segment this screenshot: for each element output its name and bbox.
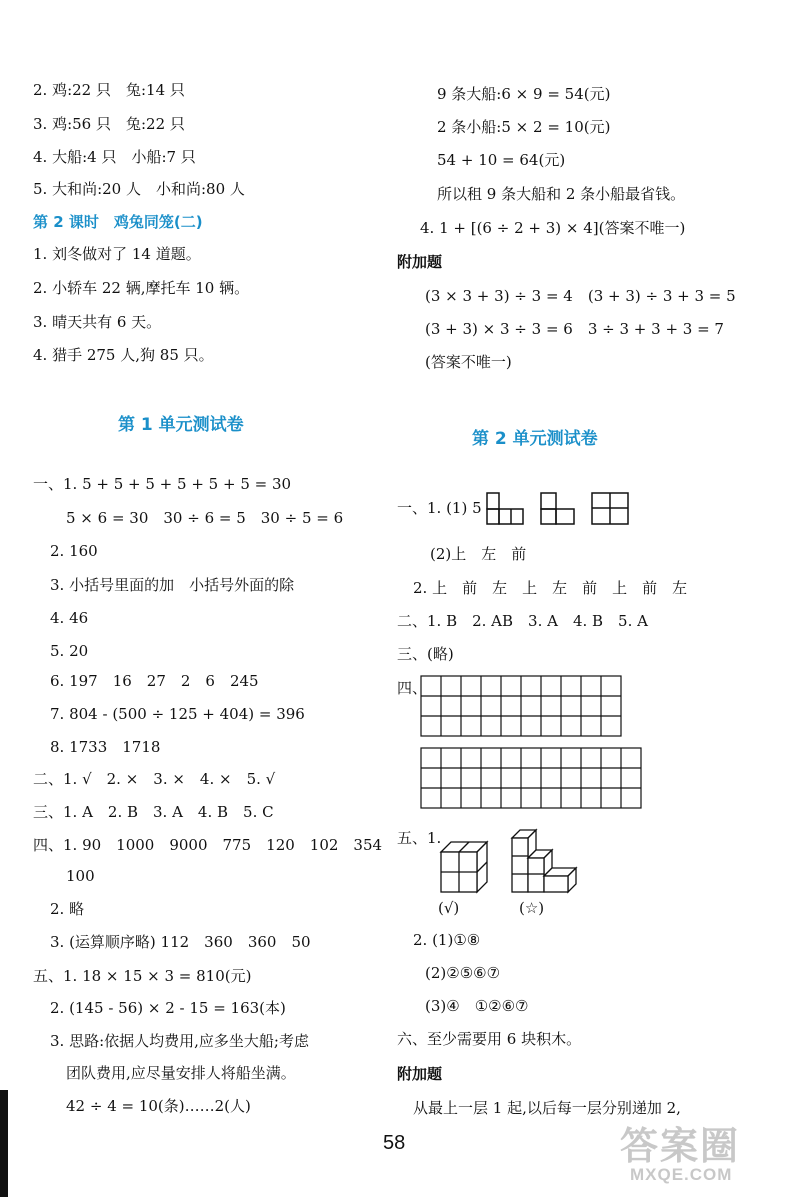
answer-line: 3. (运算顺序略) 112 360 360 50 [50, 933, 311, 951]
grid-answer-1 [420, 675, 622, 739]
answer-line: 2. (145 - 56) × 2 - 15 = 163(本) [50, 999, 286, 1017]
answer-line: 从最上一层 1 起,以后每一层分别递加 2, [413, 1099, 681, 1117]
extra-question-title: 附加题 [397, 1065, 443, 1083]
answer-line: (3 + 3) × 3 ÷ 3 = 6 3 ÷ 3 + 3 + 3 = 7 [425, 320, 724, 338]
answer-line: 4. 46 [50, 609, 89, 627]
answer-line: 所以租 9 条大船和 2 条小船最省钱。 [437, 185, 686, 203]
view-shape-3 [591, 492, 631, 526]
answer-line: 2. 略 [50, 900, 85, 918]
answer-line: 9 条大船:6 × 9 = 54(元) [437, 85, 611, 103]
answer-line: 42 ÷ 4 = 10(条)……2(人) [66, 1097, 251, 1115]
cube-figure-2 [508, 826, 580, 896]
answer-line: 2. 鸡:22 只 兔:14 只 [33, 81, 185, 99]
answer-line: 2. 上 前 左 上 左 前 上 前 左 [413, 579, 688, 597]
answer-line: 三、(略) [397, 645, 454, 663]
answer-line: 四、1. 90 1000 9000 775 120 102 354 [33, 836, 383, 854]
answer-line: 3. 思路:依据人均费用,应多坐大船;考虑 [50, 1032, 309, 1050]
answer-line: 54 + 10 = 64(元) [437, 151, 566, 169]
star-mark-label: (☆) [519, 899, 545, 917]
answer-line: 7. 804 - (500 ÷ 125 + 404) = 396 [50, 705, 305, 723]
answer-line: 5. 大和尚:20 人 小和尚:80 人 [33, 180, 245, 198]
answer-line: 3. 鸡:56 只 兔:22 只 [33, 115, 185, 133]
lesson-title: 第 2 课时 鸡兔同笼(二) [33, 213, 203, 231]
answer-line: 四、 [397, 679, 428, 697]
answer-line: (2)上 左 前 [430, 545, 527, 563]
answer-line: (2)②⑤⑥⑦ [425, 964, 501, 982]
answer-line: 8. 1733 1718 [50, 738, 161, 756]
answer-line: 三、1. A 2. B 3. A 4. B 5. C [33, 803, 274, 821]
page-number: 58 [383, 1132, 406, 1154]
answer-line: 2. 160 [50, 542, 98, 560]
grid-answer-2 [420, 747, 642, 811]
answer-line: 5 × 6 = 30 30 ÷ 6 = 5 30 ÷ 5 = 6 [66, 509, 344, 527]
answer-line: 一、1. 5 + 5 + 5 + 5 + 5 + 5 = 30 [33, 475, 292, 493]
answer-line: (答案不唯一) [425, 353, 512, 371]
unit1-title: 第 1 单元测试卷 [118, 415, 244, 435]
unit2-title: 第 2 单元测试卷 [472, 429, 598, 449]
answer-line: 2 条小船:5 × 2 = 10(元) [437, 118, 611, 136]
answer-line: 5. 20 [50, 642, 89, 660]
view-shape-2 [540, 492, 578, 526]
extra-question-title: 附加题 [397, 253, 443, 271]
watermark-logo: 答案圈 [620, 1126, 741, 1168]
answer-line: 2. 小轿车 22 辆,摩托车 10 辆。 [33, 279, 250, 297]
watermark-url: MXQE.COM [630, 1165, 733, 1184]
view-shape-1 [486, 492, 526, 526]
answer-line: 6. 197 16 27 2 6 245 [50, 672, 259, 690]
check-mark-label: (√) [438, 899, 460, 917]
answer-line: (3)④ ①②⑥⑦ [425, 997, 529, 1015]
answer-line: 一、1. (1) 5 [397, 499, 482, 517]
answer-line: 五、1. [397, 829, 442, 847]
binding-edge [0, 1090, 8, 1197]
answer-line: 五、1. 18 × 15 × 3 = 810(元) [33, 967, 252, 985]
answer-line: 4. 大船:4 只 小船:7 只 [33, 148, 196, 166]
answer-line: 4. 猎手 275 人,狗 85 只。 [33, 346, 214, 364]
answer-line: 六、至少需要用 6 块积木。 [397, 1030, 582, 1048]
answer-line: 100 [66, 867, 95, 885]
answer-line: 3. 晴天共有 6 天。 [33, 313, 162, 331]
answer-line: 4. 1 + [(6 ÷ 2 + 3) × 4](答案不唯一) [420, 219, 686, 237]
answer-line: 二、1. B 2. AB 3. A 4. B 5. A [397, 612, 648, 630]
answer-line: 二、1. √ 2. × 3. × 4. × 5. √ [33, 770, 276, 788]
answer-line: 3. 小括号里面的加 小括号外面的除 [50, 576, 295, 594]
cube-figure-1 [438, 838, 490, 896]
answer-line: (3 × 3 + 3) ÷ 3 = 4 (3 + 3) ÷ 3 + 3 = 5 [425, 287, 736, 305]
answer-line: 1. 刘冬做对了 14 道题。 [33, 245, 201, 263]
answer-line: 团队费用,应尽量安排人将船坐满。 [66, 1064, 296, 1082]
answer-line: 2. (1)①⑧ [413, 931, 481, 949]
